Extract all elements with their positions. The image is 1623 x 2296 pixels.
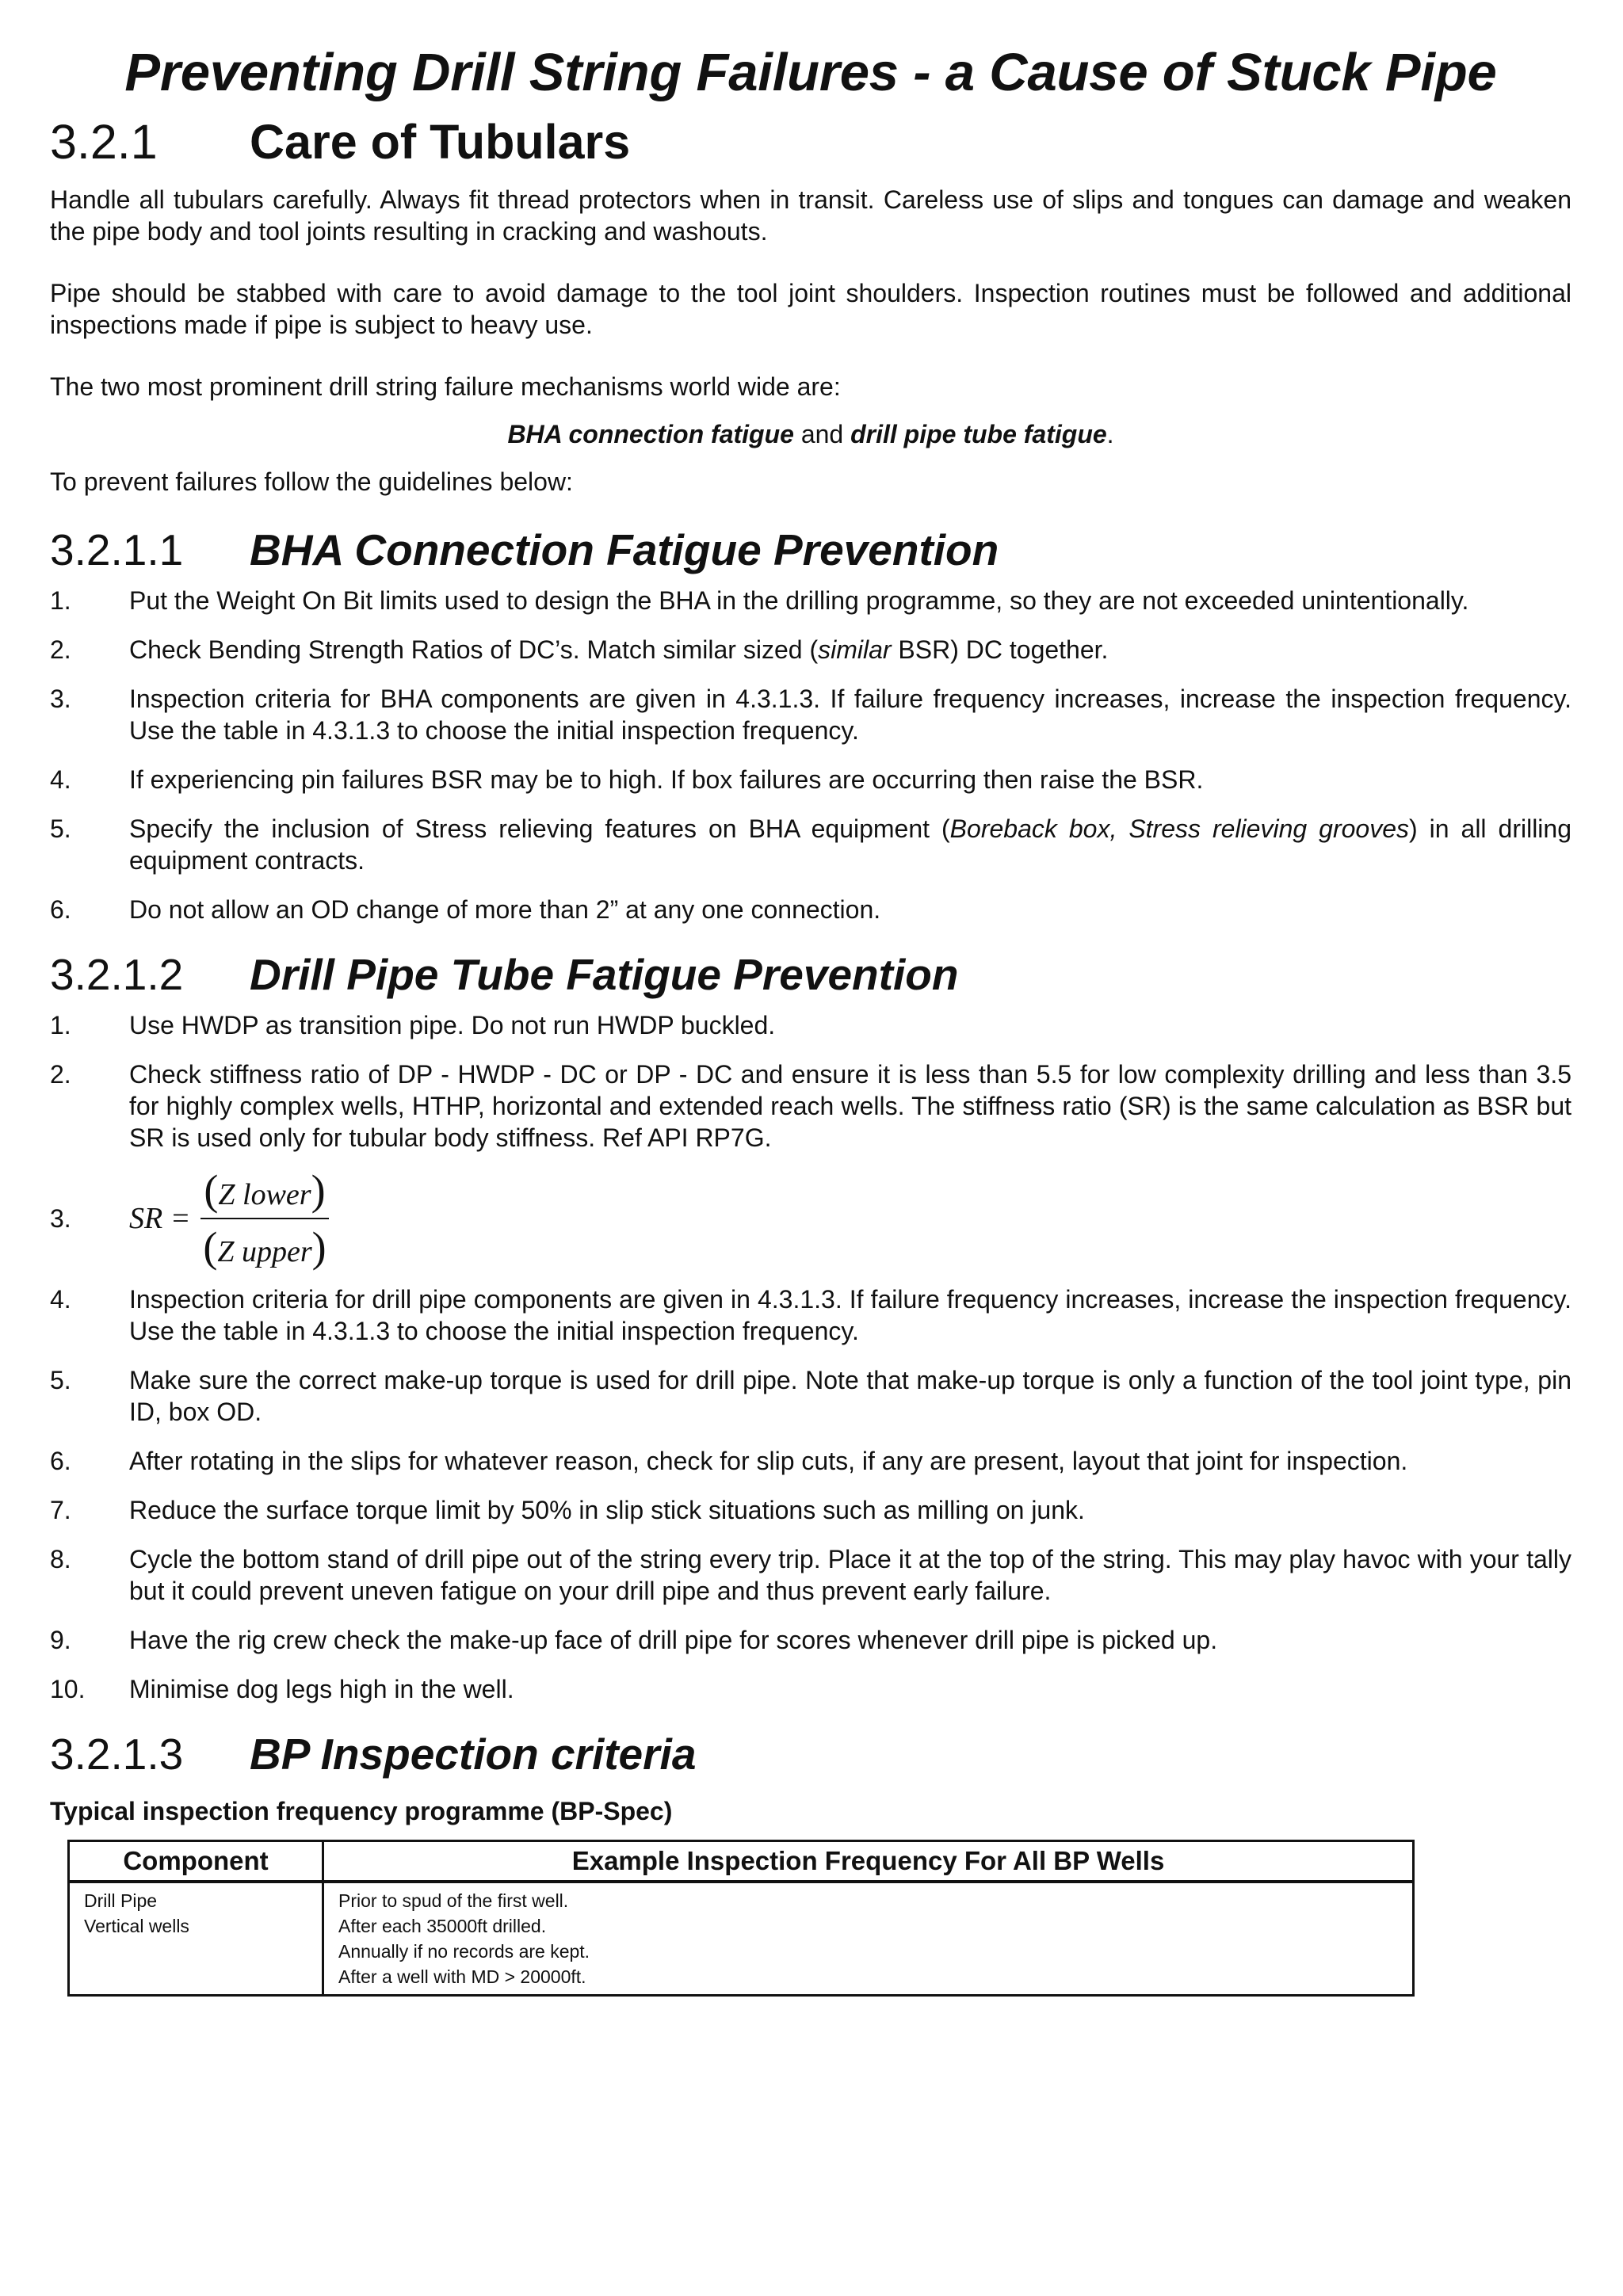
column-header-component: Component — [69, 1841, 323, 1882]
formula-fraction: $\frac{\text{(Z lower)}}{\text{(Z upper)}}$ — [200, 1165, 329, 1272]
list-item: 4. Inspection criteria for drill pipe components are given in 4.3.1.3. If failure frequency increases, increase the inspection frequency. Use the table in 4.3.1.3 to choose the initial inspection frequency. — [50, 1285, 1571, 1345]
intro-paragraph-3: The two most prominent drill string failure mechanisms world wide are: — [50, 372, 841, 401]
formula-numerator: Z lower — [218, 1178, 311, 1211]
component-cell: Drill Pipe Vertical wells — [69, 1882, 323, 1996]
failure-mechanisms — [50, 418, 1571, 450]
list-item: 10. Minimise dog legs high in the well. — [50, 1675, 514, 1703]
stiffness-ratio-formula: 3. SR = $\frac{\text{(Z lower)}}{\text{(Z upper)}}$ — [50, 1171, 1571, 1266]
table-row — [69, 1882, 1414, 1996]
bha-section-number: 3.2.1.1 — [50, 525, 184, 574]
bha-list — [50, 585, 1571, 925]
dp-section-number: 3.2.1.2 — [50, 950, 184, 999]
document-page — [50, 40, 1571, 1997]
frequency-cell: Prior to spud of the first well. After each 35000ft drilled. Annually if no records are kept. After a well with MD > 20000ft. — [323, 1882, 1414, 1996]
document-title: Preventing Drill String Failures - a Cause of Stuck Pipe — [124, 43, 1497, 102]
inspection-subheading: Typical inspection frequency programme (BP-Spec) — [50, 1797, 673, 1825]
inspection-table — [67, 1840, 1415, 1997]
dp-list — [50, 1009, 1571, 1154]
dp-list-continued — [50, 1283, 1571, 1705]
guideline-intro: To prevent failures follow the guidelines below: — [50, 467, 573, 496]
list-item: 2. Check Bending Strength Ratios of DC’s. Match similar sized (similar BSR) DC together. — [50, 635, 1109, 664]
list-item: 1. Put the Weight On Bit limits used to design the BHA in the drilling programme, so they are not exceeded unintentionally. — [50, 586, 1469, 615]
dp-heading — [50, 946, 1571, 1003]
mechanism-and: and — [793, 420, 851, 448]
formula-lhs: SR = — [129, 1202, 191, 1235]
intro-paragraph-1: Handle all tubulars carefully. Always fit thread protectors when in transit. Careless use of slips and tongues can damage and weaken the pipe body and tool joints resulting in cracking and washouts. — [50, 185, 1571, 246]
column-header-frequency: Example Inspection Frequency For All BP Wells — [323, 1841, 1414, 1882]
list-item: 6. Do not allow an OD change of more than 2” at any one connection. — [50, 895, 881, 924]
inspection-section-number: 3.2.1.3 — [50, 1730, 184, 1779]
list-item: 7. Reduce the surface torque limit by 50% in slip stick situations such as milling on junk. — [50, 1496, 1085, 1524]
bha-heading — [50, 521, 1571, 578]
table-header-row — [69, 1841, 1414, 1882]
mechanism-dp: drill pipe tube fatigue — [850, 420, 1107, 448]
list-item: 5. Specify the inclusion of Stress relieving features on BHA equipment (Boreback box, Stress relieving grooves) in all drilling equipment contracts. — [50, 814, 1571, 875]
list-item: 8. Cycle the bottom stand of drill pipe out of the string every trip. Place it at the top of the string. This may play havoc with your tally but it could prevent uneven fatigue on your drill pipe and thus prevent early failure. — [50, 1545, 1571, 1605]
section-title: Care of Tubulars — [250, 115, 631, 169]
list-item: 9. Have the rig crew check the make-up face of drill pipe for scores whenever drill pipe is picked up. — [50, 1626, 1218, 1654]
dp-section-title: Drill Pipe Tube Fatigue Prevention — [250, 950, 959, 999]
inspection-heading — [50, 1726, 1571, 1783]
list-item: 1. Use HWDP as transition pipe. Do not run HWDP buckled. — [50, 1011, 776, 1039]
list-item: 6. After rotating in the slips for whatever reason, check for slip cuts, if any are present, layout that joint for inspection. — [50, 1447, 1408, 1475]
mechanism-end: . — [1106, 420, 1114, 448]
section-heading — [50, 111, 1571, 173]
bha-section-title: BHA Connection Fatigue Prevention — [250, 525, 999, 574]
inspection-section-title: BP Inspection criteria — [250, 1730, 697, 1779]
list-item: 4. If experiencing pin failures BSR may be to high. If box failures are occurring then raise the BSR. — [50, 765, 1204, 794]
section-number: 3.2.1 — [50, 115, 158, 169]
list-item: 2. Check stiffness ratio of DP - HWDP - DC or DP - DC and ensure it is less than 5.5 for low complexity drilling and less than 3.5 for highly complex wells, HTHP, horizontal and extended reach wells. The stiffness ratio (SR) is the same calculation as BSR but SR is used only for tubular body stiffness. Ref API RP7G. — [50, 1060, 1571, 1152]
intro-paragraph-2: Pipe should be stabbed with care to avoid damage to the tool joint shoulders. Inspection routines must be followed and additional inspections made if pipe is subject to heavy use. — [50, 279, 1571, 339]
list-item: 5. Make sure the correct make-up torque is used for drill pipe. Note that make-up torque is only a function of the tool joint type, pin ID, box OD. — [50, 1366, 1571, 1426]
list-item: 3. Inspection criteria for BHA components are given in 4.3.1.3. If failure frequency increases, increase the inspection frequency. Use the table in 4.3.1.3 to choose the initial inspection frequency. — [50, 685, 1571, 745]
mechanism-bha: BHA connection fatigue — [507, 420, 794, 448]
formula-denominator: Z upper — [217, 1235, 312, 1268]
